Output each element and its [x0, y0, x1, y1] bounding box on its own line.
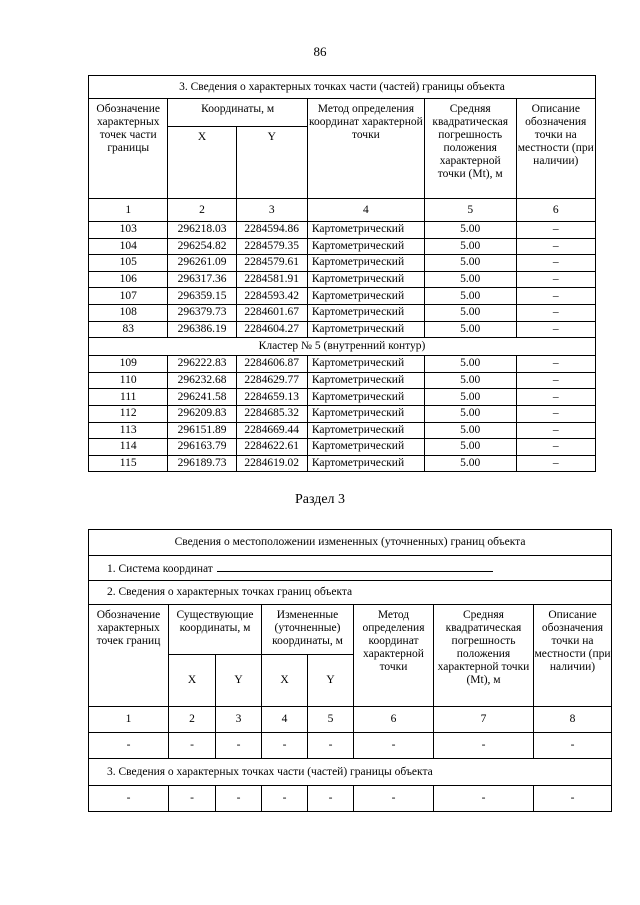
table-row: [89, 356, 596, 373]
table-cell: -: [216, 733, 262, 759]
description-cell: –: [516, 321, 595, 338]
description-cell: –: [516, 455, 595, 472]
description-cell: –: [516, 271, 595, 288]
method-cell: Картометрический: [307, 389, 424, 406]
cluster-label: Кластер № 5 (внутренний контур): [89, 338, 596, 356]
header-error: Средняя квадратическая погрешность положения характерной точки (Mt), м: [424, 99, 516, 199]
coord-y-cell: 2284619.02: [236, 455, 307, 472]
column-number: 8: [534, 707, 612, 733]
point-number-cell: 110: [89, 372, 168, 389]
coord-x-cell: 296151.89: [168, 422, 236, 439]
description-cell: –: [516, 422, 595, 439]
header-changed-coordinates: Измененные (уточненные) координаты, м: [262, 605, 354, 655]
point-rows-cluster: [89, 356, 596, 472]
method-cell: Картометрический: [307, 222, 424, 239]
point-number-cell: 114: [89, 439, 168, 456]
coord-y-cell: 2284593.42: [236, 288, 307, 305]
coordinate-system-label: 1. Система координат: [107, 563, 213, 575]
coord-x-cell: 296317.36: [168, 271, 236, 288]
error-value-cell: 5.00: [424, 304, 516, 321]
description-cell: –: [516, 304, 595, 321]
coord-x-cell: 296241.58: [168, 389, 236, 406]
table-cell: -: [434, 733, 534, 759]
coord-y-cell: 2284622.61: [236, 439, 307, 456]
method-cell: Картометрический: [307, 405, 424, 422]
description-cell: –: [516, 405, 595, 422]
table-cell: -: [169, 786, 216, 812]
description-cell: –: [516, 439, 595, 456]
table-row: [89, 321, 596, 338]
method-cell: Картометрический: [307, 422, 424, 439]
method-cell: Картометрический: [307, 288, 424, 305]
column-number: 5: [308, 707, 354, 733]
coord-y-cell: 2284659.13: [236, 389, 307, 406]
point-number-cell: 107: [89, 288, 168, 305]
coord-y-cell: 2284601.67: [236, 304, 307, 321]
description-cell: –: [516, 255, 595, 272]
coordinate-system-row: [89, 556, 612, 581]
column-number: 5: [424, 199, 516, 222]
coord-x-cell: 296359.15: [168, 288, 236, 305]
error-value-cell: 5.00: [424, 238, 516, 255]
method-cell: Картометрический: [307, 238, 424, 255]
table-row: [89, 271, 596, 288]
table-row: [89, 439, 596, 456]
header-designation: Обозначение характерных точек границ: [89, 605, 169, 707]
header-method: Метод определения координат характерной точки: [354, 605, 434, 707]
table-row: [89, 405, 596, 422]
coord-x-cell: 296254.82: [168, 238, 236, 255]
error-value-cell: 5.00: [424, 321, 516, 338]
method-cell: Картометрический: [307, 304, 424, 321]
header-x-existing: X: [169, 655, 216, 707]
description-cell: –: [516, 372, 595, 389]
description-cell: –: [516, 356, 595, 373]
table-cell: -: [534, 786, 612, 812]
coord-y-cell: 2284594.86: [236, 222, 307, 239]
coord-y-cell: 2284579.35: [236, 238, 307, 255]
changed-boundaries-table: [88, 529, 612, 812]
point-number-cell: 113: [89, 422, 168, 439]
column-number: 6: [354, 707, 434, 733]
table-caption: 3. Сведения о характерных точках части (частей) границы объекта: [89, 76, 596, 99]
coord-x-cell: 296386.19: [168, 321, 236, 338]
table-cell: -: [89, 786, 169, 812]
table-cell: -: [434, 786, 534, 812]
coord-x-cell: 296379.73: [168, 304, 236, 321]
point-number-cell: 115: [89, 455, 168, 472]
column-number: 1: [89, 199, 168, 222]
coord-x-cell: 296189.73: [168, 455, 236, 472]
header-coordinates: Координаты, м: [168, 99, 307, 127]
header-designation: Обозначение характерных точек части границы: [89, 99, 168, 199]
header-description: Описание обозначения точки на местности (при наличии): [516, 99, 595, 199]
column-number: 1: [89, 707, 169, 733]
table-cell: -: [354, 733, 434, 759]
column-number: 7: [434, 707, 534, 733]
error-value-cell: 5.00: [424, 389, 516, 406]
coord-y-cell: 2284685.32: [236, 405, 307, 422]
error-value-cell: 5.00: [424, 255, 516, 272]
table-row: [89, 288, 596, 305]
point-number-cell: 104: [89, 238, 168, 255]
point-number-cell: 108: [89, 304, 168, 321]
error-value-cell: 5.00: [424, 455, 516, 472]
table-row: [89, 422, 596, 439]
table-row: [89, 733, 612, 759]
error-value-cell: 5.00: [424, 288, 516, 305]
table-cell: -: [216, 786, 262, 812]
header-description: Описание обозначения точки на местности (при наличии): [534, 605, 612, 707]
table-cell: -: [89, 733, 169, 759]
method-cell: Картометрический: [307, 356, 424, 373]
point-number-cell: 109: [89, 356, 168, 373]
header-y-existing: Y: [216, 655, 262, 707]
parts-heading: 3. Сведения о характерных точках части (частей) границы объекта: [89, 759, 612, 786]
method-cell: Картометрический: [307, 321, 424, 338]
column-number: 4: [262, 707, 308, 733]
table-row: [89, 455, 596, 472]
description-cell: –: [516, 389, 595, 406]
error-value-cell: 5.00: [424, 222, 516, 239]
coord-y-cell: 2284629.77: [236, 372, 307, 389]
description-cell: –: [516, 222, 595, 239]
method-cell: Картометрический: [307, 455, 424, 472]
table-row: [89, 304, 596, 321]
header-x: X: [168, 127, 236, 199]
header-y: Y: [236, 127, 307, 199]
coord-y-cell: 2284604.27: [236, 321, 307, 338]
column-number: 6: [516, 199, 595, 222]
header-method: Метод определения координат характерной точки: [307, 99, 424, 199]
coord-y-cell: 2284579.61: [236, 255, 307, 272]
column-number: 4: [307, 199, 424, 222]
table-row: [89, 238, 596, 255]
header-existing-coordinates: Существующие координаты, м: [169, 605, 262, 655]
point-number-cell: 112: [89, 405, 168, 422]
table-row: [89, 389, 596, 406]
section-title: Раздел 3: [294, 492, 346, 507]
coord-y-cell: 2284606.87: [236, 356, 307, 373]
boundary-parts-table: [88, 75, 596, 472]
table-caption: Сведения о местоположении измененных (уточненных) границ объекта: [89, 530, 612, 556]
coordinate-system-blank: [217, 560, 493, 572]
point-number-cell: 103: [89, 222, 168, 239]
table-cell: -: [169, 733, 216, 759]
column-numbers-row: [89, 707, 612, 733]
page-number: 86: [313, 44, 327, 59]
error-value-cell: 5.00: [424, 372, 516, 389]
coord-y-cell: 2284581.91: [236, 271, 307, 288]
description-cell: –: [516, 238, 595, 255]
header-y-changed: Y: [308, 655, 354, 707]
table-row: [89, 786, 612, 812]
table-cell: -: [354, 786, 434, 812]
point-number-cell: 105: [89, 255, 168, 272]
table-row: [89, 255, 596, 272]
coord-y-cell: 2284669.44: [236, 422, 307, 439]
column-number: 3: [216, 707, 262, 733]
point-number-cell: 111: [89, 389, 168, 406]
method-cell: Картометрический: [307, 271, 424, 288]
points-heading: 2. Сведения о характерных точках границ объекта: [89, 581, 612, 605]
coord-x-cell: 296163.79: [168, 439, 236, 456]
coord-x-cell: 296222.83: [168, 356, 236, 373]
column-number: 2: [169, 707, 216, 733]
table-row: [89, 222, 596, 239]
point-rows: [89, 222, 596, 338]
error-value-cell: 5.00: [424, 356, 516, 373]
column-number: 2: [168, 199, 236, 222]
error-value-cell: 5.00: [424, 271, 516, 288]
point-number-cell: 106: [89, 271, 168, 288]
description-cell: –: [516, 288, 595, 305]
coord-x-cell: 296209.83: [168, 405, 236, 422]
table-cell: -: [308, 786, 354, 812]
point-number-cell: 83: [89, 321, 168, 338]
column-numbers-row: [89, 199, 596, 222]
header-error: Средняя квадратическая погрешность положения характерной точки (Mt), м: [434, 605, 534, 707]
table-cell: -: [534, 733, 612, 759]
table-row: [89, 372, 596, 389]
table-cell: -: [262, 786, 308, 812]
method-cell: Картометрический: [307, 372, 424, 389]
coord-x-cell: 296232.68: [168, 372, 236, 389]
header-x-changed: X: [262, 655, 308, 707]
error-value-cell: 5.00: [424, 439, 516, 456]
table-cell: -: [262, 733, 308, 759]
method-cell: Картометрический: [307, 439, 424, 456]
column-number: 3: [236, 199, 307, 222]
coord-x-cell: 296218.03: [168, 222, 236, 239]
error-value-cell: 5.00: [424, 405, 516, 422]
table-cell: -: [308, 733, 354, 759]
method-cell: Картометрический: [307, 255, 424, 272]
coord-x-cell: 296261.09: [168, 255, 236, 272]
error-value-cell: 5.00: [424, 422, 516, 439]
